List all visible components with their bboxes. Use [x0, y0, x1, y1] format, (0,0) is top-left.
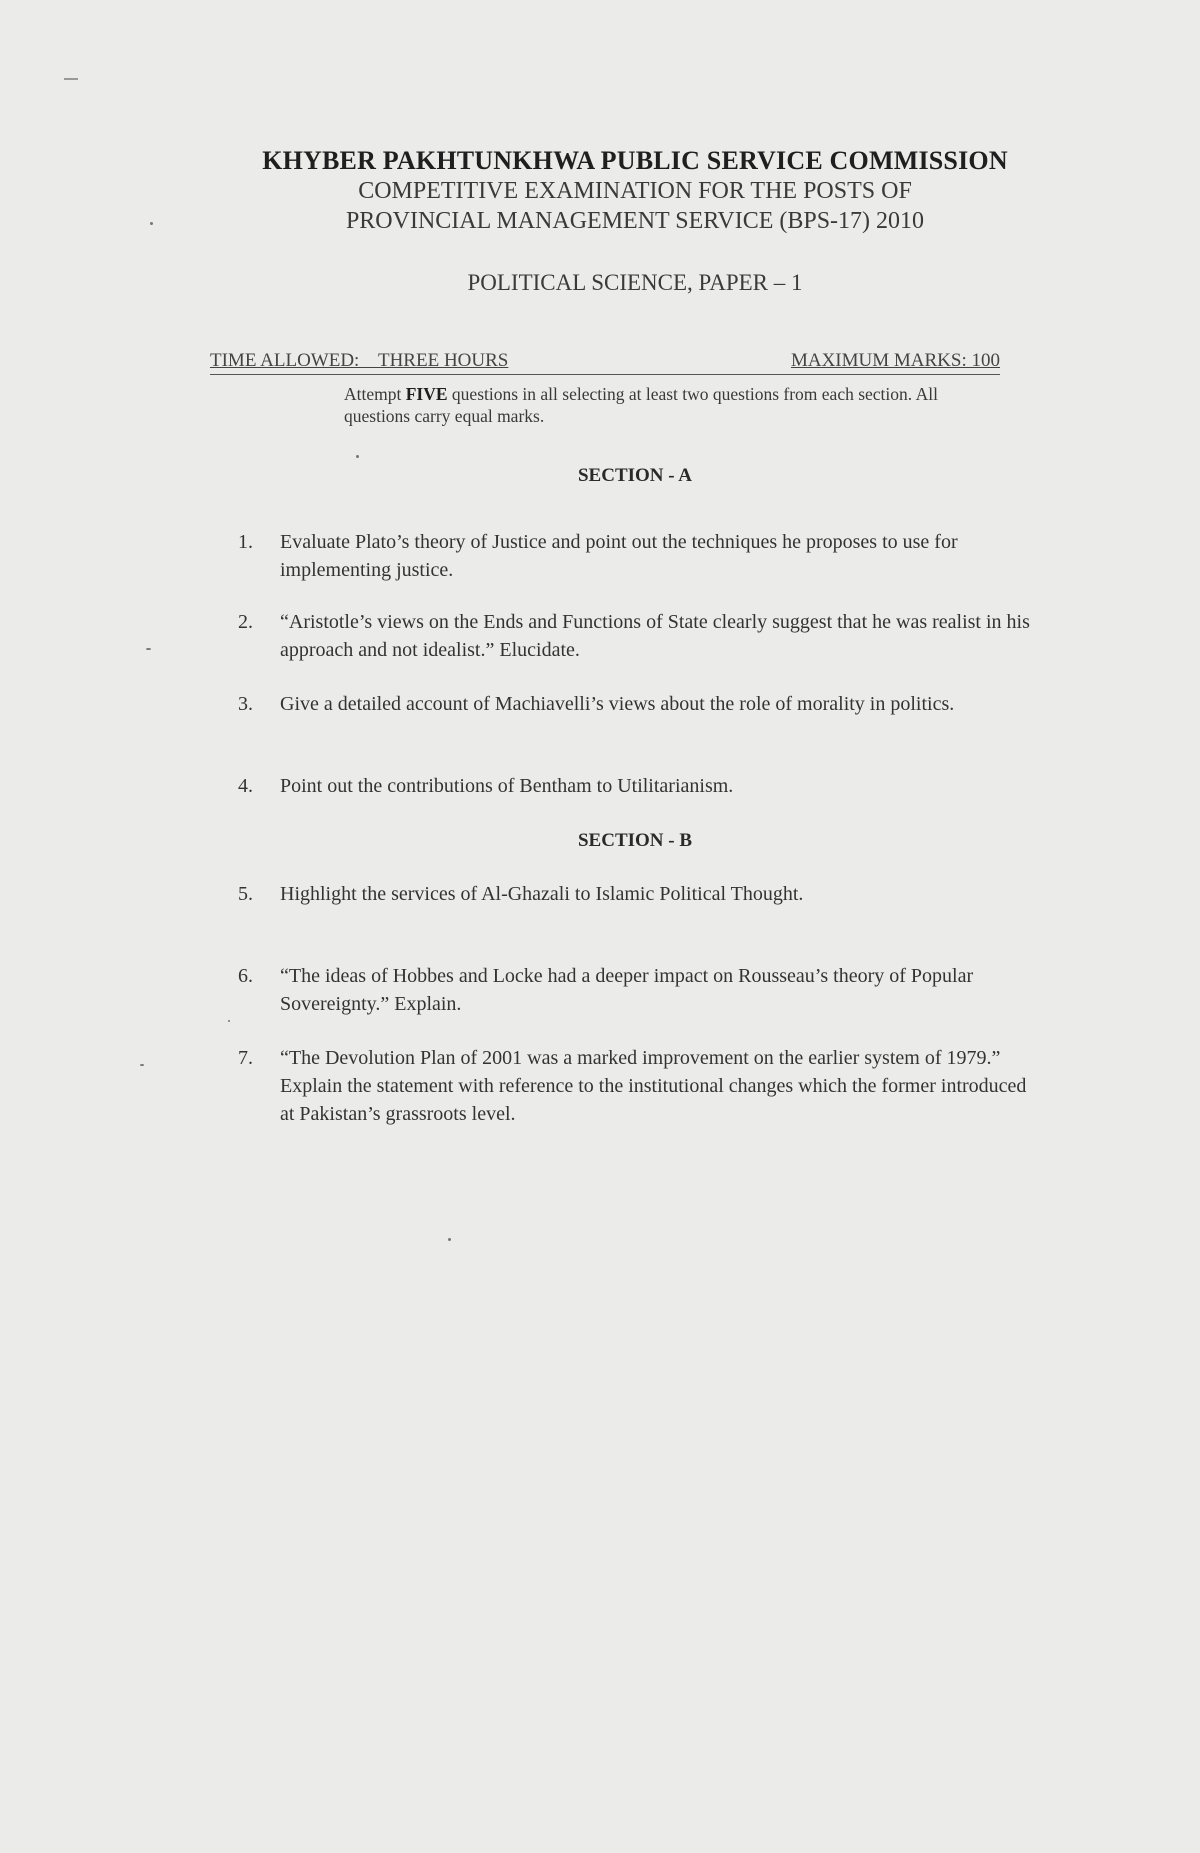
question-text: “Aristotle’s views on the Ends and Functions of State clearly suggest that he was realist in his approach and not idealist.” Elucidate. — [280, 611, 1030, 661]
question-text: “The ideas of Hobbes and Locke had a deeper impact on Rousseau’s theory of Popular Sovereignty.” Explain. — [280, 965, 974, 1015]
question-text: Evaluate Plato’s theory of Justice and point out the techniques he proposes to use for implementing justice. — [280, 531, 958, 581]
question-text: Give a detailed account of Machiavelli’s views about the role of morality in politics. — [280, 693, 955, 715]
question-number: 5. — [238, 883, 253, 905]
question-number: 7. — [238, 1047, 253, 1069]
question-item — [238, 962, 1038, 1018]
instructions-suffix: questions in all selecting at least two questions from each section. All questions carry equal marks. — [344, 384, 938, 426]
scan-speck — [228, 1020, 230, 1022]
question-number: 3. — [238, 693, 253, 715]
instructions — [344, 383, 1004, 427]
section-b-title: SECTION - B — [577, 830, 693, 851]
paper-title: POLITICAL SCIENCE, PAPER – 1 — [467, 270, 803, 295]
question-text: Highlight the services of Al-Ghazali to Islamic Political Thought. — [280, 883, 804, 905]
question-number: 1. — [238, 531, 253, 553]
question-item — [238, 608, 1038, 664]
service-subtitle: PROVINCIAL MANAGEMENT SERVICE (BPS-17) 2010 — [345, 208, 925, 234]
question-item — [238, 880, 1038, 908]
scan-speck — [356, 455, 359, 458]
section-a-title: SECTION - A — [577, 465, 693, 486]
instructions-prefix: Attempt — [344, 384, 406, 404]
question-number: 6. — [238, 965, 253, 987]
question-item — [238, 690, 1038, 718]
scan-speck — [140, 1064, 144, 1066]
scan-mark — [64, 78, 78, 80]
question-number: 2. — [238, 611, 253, 633]
scan-speck — [146, 648, 151, 650]
instructions-emphasis: FIVE — [405, 384, 448, 404]
question-item — [238, 528, 1038, 584]
maximum-marks: MAXIMUM MARKS: 100 — [790, 350, 1000, 371]
question-item — [238, 772, 1038, 800]
question-number: 4. — [238, 775, 253, 797]
question-item — [238, 1044, 1038, 1128]
scan-speck — [150, 222, 153, 225]
exam-subtitle: COMPETITIVE EXAMINATION FOR THE POSTS OF — [358, 178, 912, 204]
time-allowed: TIME ALLOWED: THREE HOURS — [210, 350, 509, 371]
commission-title: KHYBER PAKHTUNKHWA PUBLIC SERVICE COMMISSION — [262, 146, 1008, 175]
question-text: “The Devolution Plan of 2001 was a marked improvement on the earlier system of 1979.” Explain the statement with reference to the institutional changes which the former introduced at Pakistan’s grassroots level. — [280, 1047, 1027, 1125]
scan-speck — [448, 1238, 451, 1241]
question-text: Point out the contributions of Bentham to Utilitarianism. — [280, 775, 734, 797]
exam-info-row — [210, 350, 1000, 375]
